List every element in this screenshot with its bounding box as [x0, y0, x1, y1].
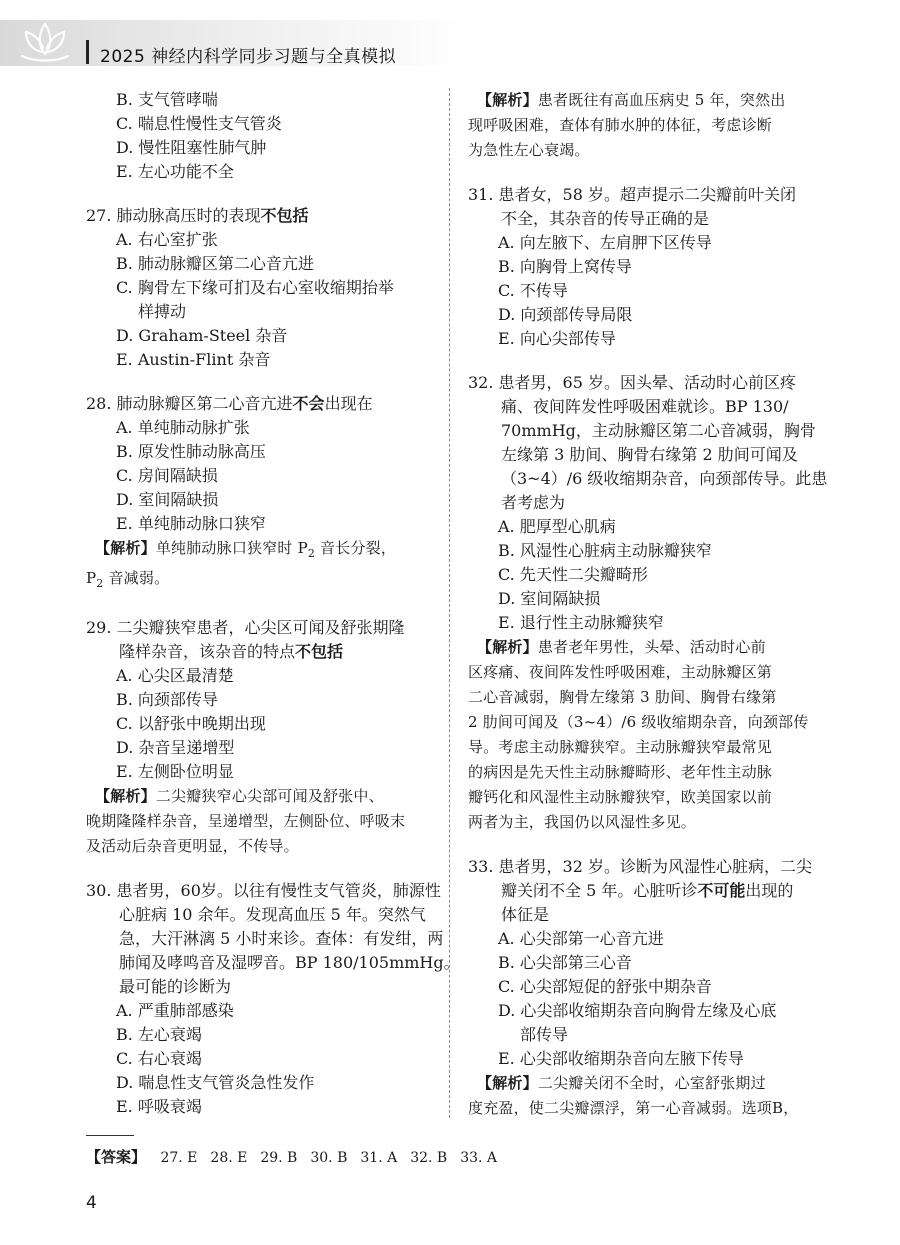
option-line: E. 心尖部收缩期杂音向左腋下传导 [498, 1049, 744, 1068]
text-run: 隆样杂音，该杂音的特点 [119, 642, 296, 661]
question-stem-continued [86, 640, 436, 664]
question-stem-continued: 痛、夜间阵发性呼吸困难就诊。BP 130/ [501, 397, 789, 416]
option-line: D. 杂音呈递增型 [116, 738, 235, 757]
page-number: 4 [86, 1193, 97, 1213]
question-stem-continued: 左缘第 3 肋间、胸骨右缘第 2 肋间可闻及 [501, 445, 798, 464]
option-line: E. 向心尖部传导 [498, 329, 616, 348]
question-stem-continued: 70mmHg，主动脉瓣区第二心音减弱，胸骨 [501, 421, 816, 440]
option-line: D. Graham-Steel 杂音 [116, 326, 288, 345]
text-run: 音减弱。 [103, 569, 170, 587]
option-line: A. 严重肺部感染 [116, 1001, 234, 1020]
option-line: B. 肺动脉瓣区第二心音亢进 [116, 254, 314, 273]
option-line: C. 房间隔缺损 [116, 466, 218, 485]
text-run: 患者既往有高血压病史 5 年，突然出 [537, 91, 786, 109]
answer-item: 28. E [210, 1150, 248, 1166]
question-stem-continued: 急，大汗淋漓 5 小时来诊。查体：有发绀，两 [119, 929, 444, 948]
question-block [468, 371, 828, 835]
analysis-line: 两者为主，我国仍以风湿性多见。 [468, 813, 697, 831]
left-column [86, 88, 460, 1139]
answer-key [86, 1146, 510, 1167]
text-run: 27. 肺动脉高压时的表现 [86, 206, 261, 225]
question-stem [86, 392, 436, 416]
analysis-label: 【解析】 [95, 539, 156, 557]
option-line: A. 单纯肺动脉扩张 [116, 418, 250, 437]
question-stem: 30. 患者男，60岁。以往有慢性支气管炎，肺源性 [86, 881, 441, 900]
emphasis-text: 不会 [292, 394, 325, 413]
option-line: B. 原发性肺动脉高压 [116, 442, 266, 461]
analysis-line: 度充盈，使二尖瓣漂浮，第一心音减弱。选项B， [468, 1099, 799, 1117]
option-line: 样搏动 [138, 302, 187, 321]
analysis-label: 【解析】 [477, 1074, 538, 1092]
question-stem-continued: （3~4）/6 级收缩期杂音，向颈部传导。此患 [501, 469, 828, 488]
text-run: 2 [96, 577, 104, 590]
option-line: C. 不传导 [498, 281, 568, 300]
option-line: E. 左心功能不全 [116, 162, 234, 181]
answer-item: 30. B [310, 1150, 348, 1166]
option-line: C. 心尖部短促的舒张中期杂音 [498, 977, 712, 996]
analysis-line: 区疼痛、夜间阵发性呼吸困难，主动脉瓣区第 [468, 663, 773, 681]
column-divider [449, 88, 450, 1118]
option-line: C. 先天性二尖瓣畸形 [498, 565, 648, 584]
option-line: B. 支气管哮喘 [116, 90, 218, 109]
question-block [86, 392, 436, 596]
right-column [468, 88, 828, 1141]
option-line: D. 向颈部传导局限 [498, 305, 633, 324]
question-block [86, 616, 436, 859]
analysis-label: 【解析】 [477, 638, 538, 656]
options-block [86, 88, 436, 184]
question-stem-continued: 体征是 [501, 905, 550, 924]
answer-item: 32. B [410, 1150, 448, 1166]
option-line: E. 退行性主动脉瓣狭窄 [498, 613, 664, 632]
option-line: D. 慢性阻塞性肺气肿 [116, 138, 267, 157]
option-line: E. 左侧卧位明显 [116, 762, 234, 781]
text-run: 出现在 [324, 394, 373, 413]
analysis-line [86, 536, 436, 566]
analysis-line: 瓣钙化和风湿性主动脉瓣狭窄，欧美国家以前 [468, 788, 773, 806]
analysis-line: 导。考虑主动脉瓣狭窄。主动脉瓣狭窄最常见 [468, 738, 773, 756]
question-stem-continued: 不全，其杂音的传导正确的是 [501, 209, 710, 228]
analysis-line [468, 635, 818, 660]
question-stem-continued: 心脏病 10 余年。发现高血压 5 年。突然气 [119, 905, 426, 924]
footnote-rule [86, 1135, 134, 1136]
option-line: E. Austin-Flint 杂音 [116, 350, 271, 369]
answer-item: 29. B [260, 1150, 298, 1166]
analysis-label: 【解析】 [477, 91, 538, 109]
analysis-line: 及活动后杂音更明显，不传导。 [86, 837, 299, 855]
option-line: B. 心尖部第三心音 [498, 953, 632, 972]
question-stem-continued: 者考虑为 [501, 493, 566, 512]
question-stem: 29. 二尖瓣狭窄患者，心尖区可闻及舒张期隆 [86, 618, 405, 637]
option-line: A. 心尖部第一心音亢进 [498, 929, 664, 948]
option-line: B. 向颈部传导 [116, 690, 218, 709]
analysis-line [468, 88, 818, 113]
analysis-label: 【解析】 [95, 787, 156, 805]
option-line: D. 喘息性支气管炎急性发作 [116, 1073, 315, 1092]
analysis-line [86, 784, 436, 809]
lotus-logo-icon [14, 12, 76, 68]
answer-item: 31. A [360, 1150, 398, 1166]
option-line: C. 右心衰竭 [116, 1049, 202, 1068]
question-block [86, 204, 436, 372]
analysis-line: 2 肋间可闻及（3~4）/6 级收缩期杂音，向颈部传 [468, 713, 809, 731]
header-separator [86, 40, 89, 64]
text-run: 音长分裂， [315, 539, 397, 557]
text-run: 出现的 [745, 881, 794, 900]
option-line: D. 室间隔缺损 [498, 589, 601, 608]
question-stem-continued: 最可能的诊断为 [119, 977, 232, 996]
option-line: A. 右心室扩张 [116, 230, 218, 249]
answer-key-label: 【答案】 [86, 1148, 147, 1166]
option-line: A. 肥厚型心肌病 [498, 517, 616, 536]
analysis-line [86, 566, 436, 596]
text-run: 二尖瓣狭窄心尖部可闻及舒张中、 [155, 787, 384, 805]
option-line: B. 向胸骨上窝传导 [498, 257, 632, 276]
option-line: D. 室间隔缺损 [116, 490, 219, 509]
answer-item: 33. A [460, 1150, 498, 1166]
option-line: A. 向左腋下、左肩胛下区传导 [498, 233, 712, 252]
question-block [468, 183, 818, 351]
question-stem-continued: 肺闻及哮鸣音及湿啰音。BP 180/105mmHg。 [119, 953, 460, 972]
text-run: 患者老年男性，头晕、活动时心前 [537, 638, 766, 656]
option-line: E. 呼吸衰竭 [116, 1097, 202, 1116]
question-stem: 33. 患者男，32 岁。诊断为风湿性心脏病，二尖 [468, 857, 812, 876]
option-line: D. 心尖部收缩期杂音向胸骨左缘及心底 [498, 1001, 777, 1020]
analysis-block [468, 88, 818, 163]
emphasis-text: 不可能 [697, 881, 746, 900]
question-block [86, 879, 460, 1119]
option-line: B. 左心衰竭 [116, 1025, 202, 1044]
emphasis-text: 不包括 [295, 642, 344, 661]
question-block [468, 855, 818, 1121]
text-run: 瓣关闭不全 5 年。心脏听诊 [501, 881, 698, 900]
option-line: C. 喘息性慢性支气管炎 [116, 114, 282, 133]
text-run: 二尖瓣关闭不全时，心室舒张期过 [537, 1074, 766, 1092]
analysis-line: 二心音减弱，胸骨左缘第 3 肋间、胸骨右缘第 [468, 688, 777, 706]
option-line: E. 单纯肺动脉口狭窄 [116, 514, 266, 533]
option-line: B. 风湿性心脏病主动脉瓣狭窄 [498, 541, 712, 560]
option-line: 部传导 [520, 1025, 569, 1044]
option-line: A. 心尖区最清楚 [116, 666, 234, 685]
analysis-line [468, 1071, 818, 1096]
option-line: C. 以舒张中晚期出现 [116, 714, 266, 733]
header-title: 2025 神经内科学同步习题与全真模拟 [100, 47, 397, 67]
emphasis-text: 不包括 [260, 206, 309, 225]
analysis-line: 晚期隆隆样杂音，呈递增型，左侧卧位、呼吸末 [86, 812, 406, 830]
text-run: P [86, 569, 97, 587]
analysis-line: 现呼吸困难，查体有肺水肿的体征，考虑诊断 [468, 116, 773, 134]
question-stem-continued [468, 879, 818, 903]
analysis-line: 为急性左心衰竭。 [468, 141, 590, 159]
option-line: C. 胸骨左下缘可扪及右心室收缩期抬举 [116, 278, 394, 297]
answer-item: 27. E [160, 1150, 198, 1166]
text-run: 28. 肺动脉瓣区第二心音亢进 [86, 394, 293, 413]
text-run: 单纯肺动脉口狭窄时 P [155, 539, 308, 557]
analysis-line: 的病因是先天性主动脉瓣畸形、老年性主动脉 [468, 763, 773, 781]
question-stem [86, 204, 436, 228]
question-stem: 31. 患者女，58 岁。超声提示二尖瓣前叶关闭 [468, 185, 796, 204]
question-stem: 32. 患者男，65 岁。因头晕、活动时心前区疼 [468, 373, 796, 392]
text-run: 2 [307, 547, 316, 560]
page-header [0, 0, 900, 72]
